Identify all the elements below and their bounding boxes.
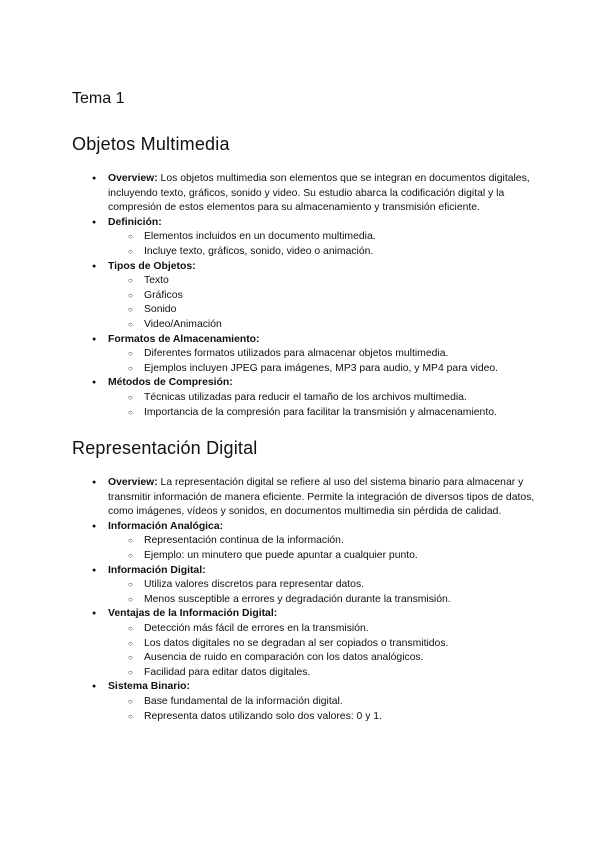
sub-list-item: ○ Base fundamental de la información digital. xyxy=(144,695,540,710)
sub-list-item: ○ Incluye texto, gráficos, sonido, video o animación. xyxy=(144,245,540,260)
overview-text: Los objetos multimedia son elementos que se integran en documentos digitales, incluyendo texto, gráficos, sonido y video. Su estudio abarca la codificación digital y la compresión de estos elementos para su almacenamiento y transmisión eficiente. xyxy=(108,173,530,214)
sub-list-item: ○ Utiliza valores discretos para representar datos. xyxy=(144,578,540,593)
sub-list xyxy=(108,695,540,724)
overview-text: La representación digital se refiere al uso del sistema binario para almacenar y transmitir información de manera eficiente. Permite la integración de diversos tipos de datos, como imágenes, vídeos y sonidos, en documentos multimedia sin pérdida de calidad. xyxy=(108,477,535,518)
item-label: Información Digital: xyxy=(108,564,206,576)
sub-list-item: ○ Detección más fácil de errores en la transmisión. xyxy=(144,622,540,637)
bullet-list xyxy=(72,172,540,420)
sub-list xyxy=(108,578,540,607)
sub-list-item: ○ Representa datos utilizando solo dos valores: 0 y 1. xyxy=(144,710,540,725)
overview-item xyxy=(108,476,540,520)
list-item xyxy=(108,376,540,420)
sub-list xyxy=(108,230,540,259)
sub-list-item: ○ Facilidad para editar datos digitales. xyxy=(144,666,540,681)
overview-label: Overview: xyxy=(108,173,158,184)
sub-list xyxy=(108,274,540,332)
sub-list-item: ○ Sonido xyxy=(144,303,540,318)
list-item xyxy=(108,520,540,564)
section-heading: Objetos Multimedia xyxy=(72,134,230,154)
section-representacion-digital xyxy=(72,436,540,724)
item-label: Tipos de Objetos: xyxy=(108,260,196,272)
sub-list-item: ○ Menos susceptible a errores y degradación durante la transmisión. xyxy=(144,593,540,608)
list-item xyxy=(108,216,540,260)
section-objetos-multimedia xyxy=(72,132,540,420)
item-label: Formatos de Almacenamiento: xyxy=(108,333,260,345)
sub-list-item: ○ Diferentes formatos utilizados para almacenar objetos multimedia. xyxy=(144,347,540,362)
item-label: Información Analógica: xyxy=(108,520,224,532)
sub-list-item: ○ Elementos incluidos en un documento multimedia. xyxy=(144,230,540,245)
item-label: Métodos de Compresión: xyxy=(108,377,233,389)
item-label: Sistema Binario: xyxy=(108,681,190,693)
overview-label: Overview: xyxy=(108,477,158,489)
sub-list-item: ○ Texto xyxy=(144,274,540,289)
sub-list xyxy=(108,622,540,680)
sub-list xyxy=(108,391,540,420)
document-title: Tema 1 xyxy=(72,90,125,107)
sub-list-item: ○ Gráficos xyxy=(144,289,540,304)
sub-list-item: ○ Técnicas utilizadas para reducir el tamaño de los archivos multimedia. xyxy=(144,391,540,406)
section-heading: Representación Digital xyxy=(72,438,258,459)
item-label: Ventajas de la Información Digital: xyxy=(108,608,278,620)
bullet-list xyxy=(72,476,540,724)
overview-item xyxy=(108,172,540,216)
sub-list-item: ○ Ejemplos incluyen JPEG para imágenes, MP3 para audio, y MP4 para video. xyxy=(144,362,540,377)
sub-list xyxy=(108,347,540,376)
list-item xyxy=(108,564,540,608)
sub-list-item: ○ Importancia de la compresión para facilitar la transmisión y almacenamiento. xyxy=(144,406,540,421)
list-item xyxy=(108,607,540,680)
sub-list xyxy=(108,534,540,563)
list-item xyxy=(108,333,540,377)
list-item xyxy=(108,260,540,333)
sub-list-item: ○ Video/Animación xyxy=(144,318,540,333)
sub-list-item: ○ Los datos digitales no se degradan al ser copiados o transmitidos. xyxy=(144,637,540,652)
sub-list-item: ○ Ausencia de ruido en comparación con los datos analógicos. xyxy=(144,651,540,666)
sub-list-item: ○ Ejemplo: un minutero que puede apuntar a cualquier punto. xyxy=(144,549,540,564)
sub-list-item: ○ Representación continua de la información. xyxy=(144,534,540,549)
list-item xyxy=(108,680,540,724)
item-label: Definición: xyxy=(108,216,162,228)
